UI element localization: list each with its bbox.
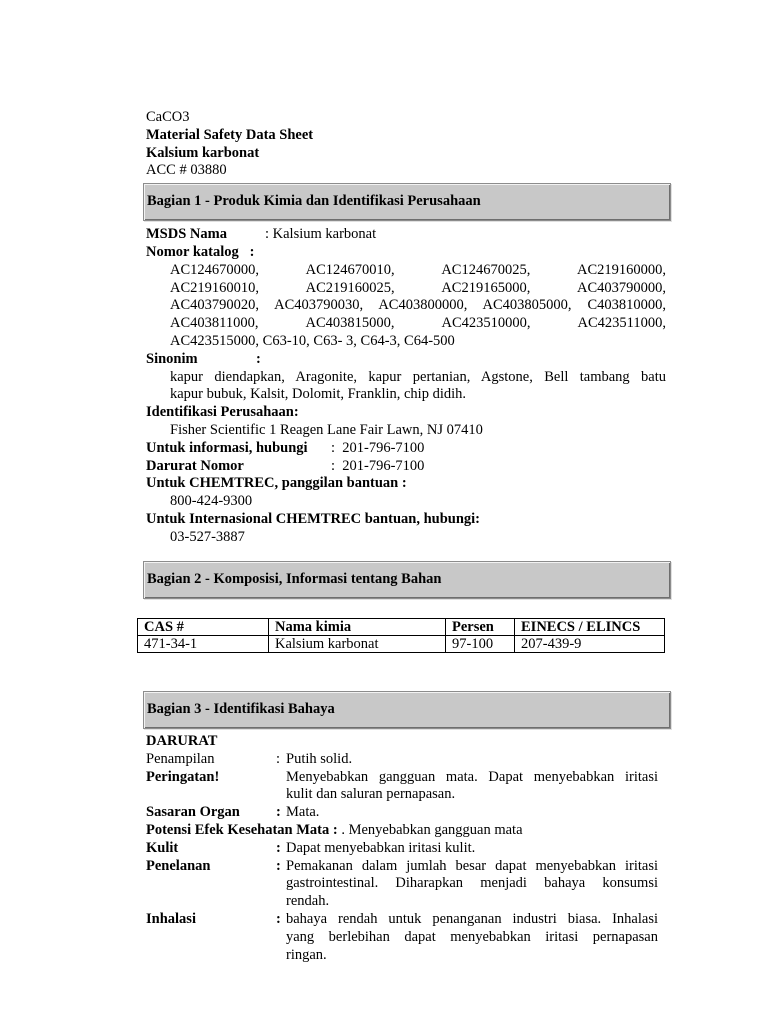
info-row xyxy=(146,440,666,458)
emergency-row xyxy=(146,458,666,476)
hazard-colon: : xyxy=(276,857,281,874)
hazard-item xyxy=(146,840,658,858)
catalog-line: AC124670000, AC124670010, AC124670025, AC219160000, xyxy=(170,261,666,278)
emergency-value: : 201-796-7100 xyxy=(331,457,425,474)
hazard-colon: : xyxy=(276,839,281,856)
hazard-value-line: Menyebabkan gangguan mata. Dapat menyebabkan iritasi xyxy=(286,768,658,785)
section-2-title: Bagian 2 - Komposisi, Informasi tentang Bahan xyxy=(147,571,442,587)
hazard-value-line: yang berlebihan dapat menyebabkan iritasi pernapasan xyxy=(286,928,658,945)
darurat-heading: DARURAT xyxy=(146,733,218,749)
hazard-value-line: bahaya rendah untuk penanganan industri biasa. Inhalasi xyxy=(286,910,658,927)
intl-chemtrec-label: Untuk Internasional CHEMTREC bantuan, hubungi: xyxy=(146,510,481,527)
cell-name: Kalsium karbonat xyxy=(269,636,446,653)
chemtrec-value: 800-424-9300 xyxy=(170,493,253,510)
synonym-line: kapur bubuk, Kalsit, Dolomit, Franklin, chip didih. xyxy=(170,386,467,403)
company-value: Fisher Scientific 1 Reagen Lane Fair Lawn, NJ 07410 xyxy=(170,421,483,438)
intl-chemtrec-value: 03-527-3887 xyxy=(170,528,245,545)
hazard-label: Kulit xyxy=(146,839,179,856)
hazard-colon xyxy=(276,769,286,805)
info-label: Untuk informasi, hubungi xyxy=(146,439,308,456)
hazard-item xyxy=(146,911,658,964)
section-1-header xyxy=(143,183,671,221)
section-1-title: Bagian 1 - Produk Kimia dan Identifikasi Perusahaan xyxy=(147,193,481,210)
hazard-value: Putih solid. xyxy=(286,750,353,767)
hazard-value-line: ringan. xyxy=(286,946,327,963)
hazard-value-line: gastrointestinal. Diharapkan menjadi bahaya konsumsi xyxy=(286,875,658,892)
msds-name-row xyxy=(146,226,666,244)
substance-name: Kalsium karbonat xyxy=(146,144,260,161)
catalog-label: Nomor katalog : xyxy=(146,243,255,260)
col-header-einecs: EINECS / ELINCS xyxy=(515,619,665,636)
hazard-item xyxy=(146,804,658,822)
col-header-name: Nama kimia xyxy=(269,619,446,636)
company-label: Identifikasi Perusahaan: xyxy=(146,404,299,421)
table-header-row xyxy=(138,619,665,636)
msds-name-label: MSDS Nama xyxy=(146,226,227,243)
formula: CaCO3 xyxy=(146,109,190,125)
hazard-section xyxy=(146,733,658,964)
hazard-value: Mata. xyxy=(286,804,320,821)
hazard-value-block xyxy=(286,911,658,964)
hazard-value-block xyxy=(286,769,658,805)
hazard-colon: : xyxy=(276,750,281,767)
document-page xyxy=(144,109,666,963)
col-header-cas: CAS # xyxy=(138,619,269,636)
cell-cas: 471-34-1 xyxy=(138,636,269,653)
potensi-value: . Menyebabkan gangguan mata xyxy=(341,821,523,838)
catalog-line: AC423515000, C63-10, C63- 3, C64-3, C64-500 xyxy=(170,332,455,349)
table-row xyxy=(138,636,665,653)
section-2-header xyxy=(143,561,671,599)
document-title: Material Safety Data Sheet xyxy=(146,126,314,143)
hazard-label: Inhalasi xyxy=(146,910,196,927)
cell-percent: 97-100 xyxy=(446,636,515,653)
hazard-item xyxy=(146,751,658,769)
catalog-line: AC403790020, AC403790030, AC403800000, AC403805000, C403810000, xyxy=(170,297,666,314)
hazard-value-line: Pemakanan dalam jumlah besar dapat menyebabkan iritasi xyxy=(286,857,658,874)
synonym-row xyxy=(146,351,666,369)
hazard-item xyxy=(146,858,658,911)
hazard-label: Penelanan xyxy=(146,857,211,874)
synonym-label: Sinonim xyxy=(146,350,198,367)
hazard-value-block xyxy=(286,858,658,911)
hazard-value: Dapat menyebabkan iritasi kulit. xyxy=(286,839,476,856)
msds-name-value: : Kalsium karbonat xyxy=(265,226,377,243)
hazard-colon: : xyxy=(276,804,281,821)
synonym-line: kapur diendapkan, Aragonite, kapur pertanian, Agstone, Bell tambang batu xyxy=(170,368,666,385)
info-value: : 201-796-7100 xyxy=(331,439,425,456)
chemtrec-label: Untuk CHEMTREC, panggilan bantuan : xyxy=(146,475,407,492)
hazard-label: Peringatan! xyxy=(146,768,220,785)
col-header-percent: Persen xyxy=(446,619,515,636)
synonym-colon: : xyxy=(256,350,261,367)
hazard-label: Penampilan xyxy=(146,750,215,767)
acc-number: ACC # 03880 xyxy=(146,162,227,179)
hazard-value-line: kulit dan saluran pernapasan. xyxy=(286,786,456,803)
catalog-line: AC403811000, AC403815000, AC423510000, AC423511000, xyxy=(170,315,666,332)
section-3-header xyxy=(143,691,671,729)
hazard-value-line: rendah. xyxy=(286,893,330,910)
catalog-line: AC219160010, AC219160025, AC219165000, AC403790000, xyxy=(170,279,666,296)
hazard-item xyxy=(146,769,658,805)
emergency-label: Darurat Nomor xyxy=(146,457,244,474)
potensi-row xyxy=(146,822,658,840)
potensi-label: Potensi Efek Kesehatan Mata : xyxy=(146,821,338,838)
hazard-label: Sasaran Organ xyxy=(146,804,240,821)
hazard-colon: : xyxy=(276,910,281,927)
cell-einecs: 207-439-9 xyxy=(515,636,665,653)
section-3-title: Bagian 3 - Identifikasi Bahaya xyxy=(147,701,335,717)
composition-table xyxy=(137,618,665,653)
